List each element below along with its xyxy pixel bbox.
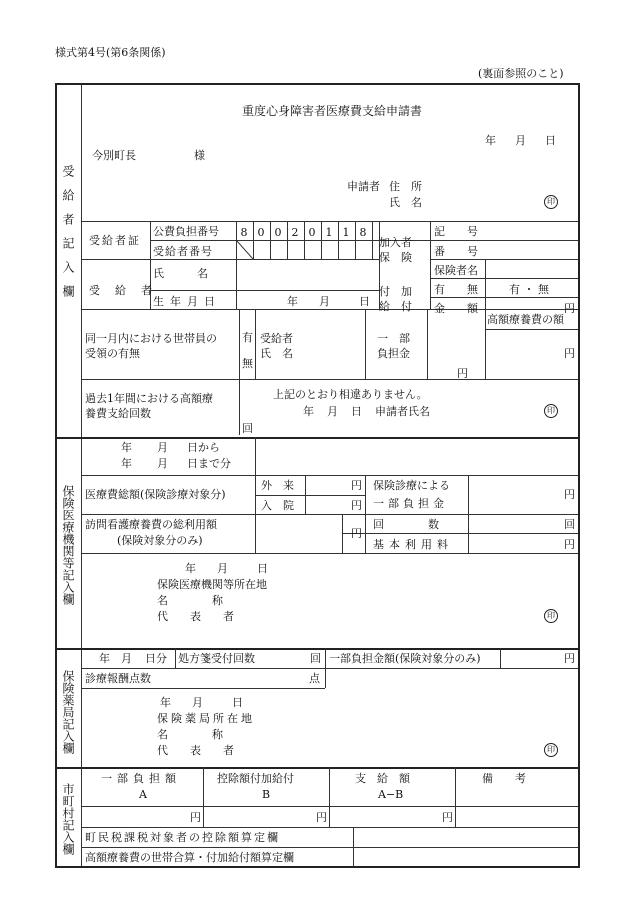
burden-digit: 1 xyxy=(325,226,333,239)
household-recipient-line1: 受給者 xyxy=(260,332,293,345)
burden-digit: 8 xyxy=(359,226,367,239)
pharmacy-period-year: 年 xyxy=(99,652,110,665)
base-fee-label: 基本利用料 xyxy=(373,538,453,551)
col-a-label: 一部負担額 xyxy=(101,772,181,785)
cert-label: 受給者証 xyxy=(89,234,141,247)
insurance-number-label: 番 号 xyxy=(434,245,478,258)
recipient-name-label: 氏 名 xyxy=(153,267,208,280)
col-c-formula: A−B xyxy=(378,788,404,801)
birth-year: 年 xyxy=(287,295,298,308)
confirm-year: 年 xyxy=(303,405,314,418)
additional-benefit-line2: 給 付 xyxy=(379,300,412,313)
burden-digit: 8 xyxy=(240,226,248,239)
pharmacy-day: 日 xyxy=(232,696,243,709)
recipient-person-label: 受 給 者 xyxy=(89,284,154,297)
tax-row-label: 町民税課税対象者の控除額算定欄 xyxy=(85,831,280,844)
inpatient-label: 入 院 xyxy=(261,499,294,512)
outpatient-yen: 円 xyxy=(351,479,362,492)
pharmacy-year: 年 xyxy=(160,696,171,709)
insurance-label-line1: 加入者 xyxy=(379,236,412,249)
birth-day: 日 xyxy=(359,295,370,308)
past-year-line1: 過去1年間における高額療 xyxy=(85,392,213,405)
date-month: 月 xyxy=(515,134,526,147)
medical-total-label: 医療費総額(保険診療対象分) xyxy=(85,488,226,501)
period-until-day: 日まで分 xyxy=(187,457,231,470)
base-fee-yen: 円 xyxy=(564,538,575,551)
addressee-honorific: 様 xyxy=(194,149,205,162)
pharmacy-day-portion: 日分 xyxy=(145,652,167,665)
reference-note: (裏面参照のこと) xyxy=(478,67,564,80)
pharmacy-partial-yen: 円 xyxy=(564,652,575,665)
confirmation-text: 上記のとおり相違ありません。 xyxy=(273,388,428,401)
period-until-month: 月 xyxy=(157,457,168,470)
burden-digit: 0 xyxy=(257,226,265,239)
pharmacy-name-label: 名 称 xyxy=(157,728,223,741)
amount-yen: 円 xyxy=(564,302,575,315)
household-has: 有 xyxy=(242,331,253,344)
section-label-recipient: 受給者記入欄 xyxy=(61,165,75,309)
presence-label: 有 無 xyxy=(434,283,478,296)
institution-name-label: 名 称 xyxy=(157,594,223,607)
confirm-month: 月 xyxy=(327,405,338,418)
section-label-medical: 保険医療機関等記入欄 xyxy=(61,485,75,605)
addressee-name: 今別町長 xyxy=(92,149,136,162)
visit-count-times: 回 xyxy=(564,518,575,531)
institution-year: 年 xyxy=(185,562,196,575)
institution-day: 日 xyxy=(257,562,268,575)
points-label: 診療報酬点数 xyxy=(85,672,151,685)
burden-digit: 0 xyxy=(274,226,282,239)
pharmacy-partial-label: 一部負担金額(保険対象分のみ) xyxy=(329,652,481,665)
remarks-label: 備 考 xyxy=(482,772,526,785)
period-until-year: 年 xyxy=(121,457,132,470)
period-from-month: 月 xyxy=(157,441,168,454)
points-unit: 点 xyxy=(309,672,320,685)
applicant-sign-label: 申請者氏名 xyxy=(375,405,430,418)
col-a-letter: A xyxy=(139,788,147,801)
burden-digit: 2 xyxy=(291,226,299,239)
seal-icon: 印 xyxy=(544,743,558,757)
copay-label-line2: 一部負担金 xyxy=(373,497,448,510)
nursing-yen: 円 xyxy=(351,527,362,540)
col-c-label: 支 給 額 xyxy=(355,772,410,785)
pharmacy-rep-label: 代 表 者 xyxy=(157,744,234,757)
col-b-yen: 円 xyxy=(316,811,327,824)
section-label-pharmacy: 保険薬局記入欄 xyxy=(61,670,75,754)
seal-icon: 印 xyxy=(544,609,558,623)
section-divider-municipal xyxy=(57,767,578,769)
pharmacy-month: 月 xyxy=(192,696,203,709)
institution-address-label: 保険医療機関等所在地 xyxy=(157,578,267,591)
form-title: 重度心身障害者医療費支給申請書 xyxy=(242,104,423,118)
burden-digit: 1 xyxy=(342,226,350,239)
public-burden-label: 公費負担番号 xyxy=(153,225,219,238)
institution-rep-label: 代 表 者 xyxy=(157,610,234,623)
household-row-label: 高額療養費の世帯合算・付加給付額算定欄 xyxy=(85,851,294,864)
period-from-year: 年 xyxy=(121,441,132,454)
partial-burden-yen: 円 xyxy=(457,367,468,380)
partial-burden-line1: 一 部 xyxy=(377,332,410,345)
prescription-label: 処方箋受付回数 xyxy=(178,652,255,665)
nursing-label-line1: 訪問看護療養費の総利用額 xyxy=(85,518,217,531)
birth-month: 月 xyxy=(319,295,330,308)
insurance-symbol-label: 記 号 xyxy=(434,225,478,238)
high-cost-yen: 円 xyxy=(564,347,575,360)
pharmacy-address-label: 保険薬局所在地 xyxy=(157,712,255,725)
col-a-yen: 円 xyxy=(190,811,201,824)
form-number: 様式第4号(第6条関係) xyxy=(55,46,166,59)
prescription-times: 回 xyxy=(310,652,321,665)
date-day: 日 xyxy=(545,134,556,147)
high-cost-label: 高額療養費の額 xyxy=(487,313,564,326)
applicant-address-label: 住 所 xyxy=(389,180,422,193)
seal-icon: 印 xyxy=(544,195,558,209)
diagonal-mark xyxy=(237,241,253,259)
copay-yen: 円 xyxy=(564,488,575,501)
past-year-times: 回 xyxy=(242,422,253,435)
section-divider-medical xyxy=(57,437,578,439)
applicant-name-label: 氏 名 xyxy=(389,196,422,209)
household-recipient-line2: 氏 名 xyxy=(260,347,293,360)
insurance-label-line2: 保 険 xyxy=(379,251,412,264)
outpatient-label: 外 来 xyxy=(261,479,294,492)
confirm-day: 日 xyxy=(351,405,362,418)
nursing-label-line2: (保険対象分のみ) xyxy=(117,534,203,547)
section-label-municipal: 市町村記入欄 xyxy=(61,783,75,855)
recipient-number-label: 受給者番号 xyxy=(153,245,213,258)
additional-benefit-line1: 付 加 xyxy=(379,285,412,298)
pharmacy-period-month: 月 xyxy=(121,652,132,665)
col-c-yen: 円 xyxy=(442,811,453,824)
household-label-line1: 同一月内における世帯員の xyxy=(85,332,217,345)
burden-digit: 0 xyxy=(308,226,316,239)
applicant-label: 申請者 xyxy=(347,180,380,193)
birth-date-label: 生年月日 xyxy=(153,295,221,308)
copay-label-line1: 保険診療による xyxy=(373,479,450,492)
col-b-letter: B xyxy=(262,788,271,801)
presence-value: 有 ・ 無 xyxy=(509,283,549,296)
visit-count-label: 回 数 xyxy=(373,518,439,531)
seal-icon: 印 xyxy=(544,404,558,418)
inpatient-yen: 円 xyxy=(351,499,362,512)
application-form xyxy=(55,83,580,868)
institution-month: 月 xyxy=(217,562,228,575)
household-none: 無 xyxy=(242,357,253,370)
insurer-name-label: 保険者名 xyxy=(434,264,478,277)
past-year-line2: 養費支給回数 xyxy=(85,407,151,420)
col-b-label: 控除額付加給付 xyxy=(217,772,294,785)
partial-burden-line2: 負担金 xyxy=(377,347,410,360)
period-from-day: 日から xyxy=(187,441,220,454)
date-year: 年 xyxy=(485,134,496,147)
household-label-line2: 受領の有無 xyxy=(85,347,140,360)
amount-label: 金 額 xyxy=(434,302,478,315)
